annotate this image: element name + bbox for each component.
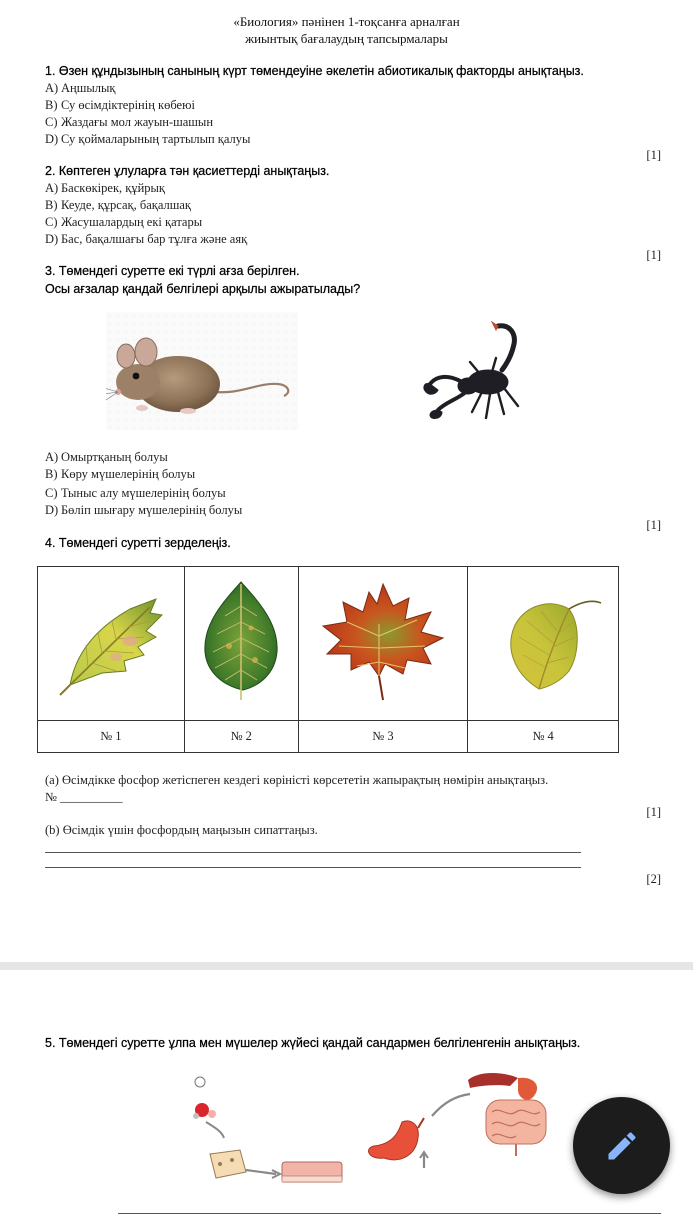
answer-line-3 [118,1213,661,1214]
leaf-4-image [483,581,603,701]
edit-button[interactable] [573,1097,670,1194]
leaf-cell-3 [298,567,468,721]
question-2-title: 2. Көптеген ұлуларға тән қасиеттерді анықтаңыз. [45,164,330,178]
question-3-title: 3. Төмендегі суретте екі түрлі ағза берілген. [45,264,300,278]
question-3-option-b: B) Көру мүшелерінің болуы [45,467,196,481]
tissue-layer-figure [282,1162,342,1182]
question-5-title: 5. Төмендегі суретте ұлпа мен мүшелер жүйесі қандай сандармен белгіленгенін анықтаңыз. [45,1036,581,1050]
leaves-table [37,566,619,753]
question-3-option-a: A) Омыртқаның болуы [45,450,168,464]
leaf-cell-1 [38,567,185,721]
tissue-figure [210,1150,246,1178]
question-4-part-b: (b) Өсімдік үшін фосфордың маңызын сипаттаңыз. [45,823,318,837]
question-4-score-b: [2] [646,872,661,886]
question-2-option-d: D) Бас, бақалшағы бар тұлға және аяқ [45,232,248,246]
question-1-option-c: C) Жаздағы мол жауын-шашын [45,115,214,129]
scorpion-image [418,318,538,430]
leaf-number-4: № 4 [468,721,619,753]
question-1-score: [1] [646,148,661,162]
leaf-3-image [313,576,453,706]
pencil-icon [604,1128,640,1164]
document-title-line-1: «Биология» пәнінен 1-тоқсанға арналған [233,14,460,29]
cell-figure [193,1077,216,1119]
leaf-number-1: № 1 [38,721,185,753]
question-3-option-c: C) Тыныс алу мүшелерінің болуы [45,486,226,500]
mouse-image [106,312,298,430]
question-4-title: 4. Төмендегі суретті зерделеңіз. [45,536,231,550]
leaf-cell-2 [184,567,298,721]
question-1-option-d: D) Су қоймаларының тартылып қалуы [45,132,251,146]
question-2-option-a: A) Баскөкірек, құйрық [45,181,165,195]
question-3-option-d: D) Бөліп шығару мүшелерінің болуы [45,503,243,517]
question-2-option-b: B) Кеуде, құрсақ, бақалшақ [45,198,191,212]
question-1-title: 1. Өзен құндызының санының күрт төмендеуіне әкелетін абиотикалық факторды анықтаңыз. [45,64,584,78]
answer-line-2 [45,867,581,868]
leaf-2-image [195,576,287,706]
question-4-answer-blank: № __________ [45,790,123,804]
leaf-1-image [46,581,176,701]
organ-system-diagram [188,1068,568,1196]
leaf-number-2: № 2 [184,721,298,753]
question-3-score: [1] [646,518,661,532]
question-4-score-a: [1] [646,805,661,819]
question-2-score: [1] [646,248,661,262]
leaf-number-3: № 3 [298,721,468,753]
answer-line-1 [45,852,581,853]
question-2-option-c: C) Жасушалардың екі қатары [45,215,203,229]
page-separator [0,962,693,970]
question-1-option-b: B) Су өсімдіктерінің көбеюі [45,98,195,112]
question-4-part-a: (a) Өсімдікке фосфор жетіспеген кездегі көріністі көрсететін жапырақтың нөмірін анықтаңыз. [45,773,549,787]
stomach-figure [369,1118,424,1160]
leaf-cell-4 [468,567,619,721]
question-3-subtitle: Осы ағзалар қандай белгілері арқылы ажыратылады? [45,282,361,296]
document-title-line-2: жиынтық бағалаудың тапсырмалары [245,31,448,46]
question-1-option-a: A) Аңшылық [45,81,116,95]
digestive-system-figure [468,1073,546,1156]
